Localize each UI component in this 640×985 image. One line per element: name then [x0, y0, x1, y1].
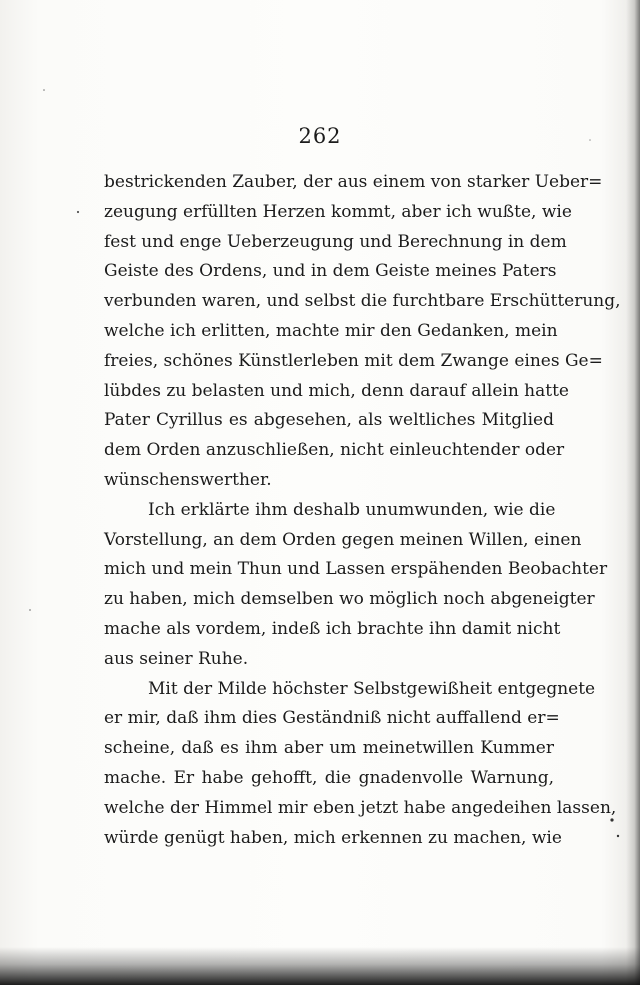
text-line: scheine, daß es ihm aber um meinetwillen Kummer [104, 738, 554, 759]
text-line: Pater Cyrillus es abgesehen, als weltliches Mitglied [104, 410, 554, 431]
body-text [104, 168, 621, 853]
text-line: freies, schönes Künstlerleben mit dem Zwange eines Ge= [104, 350, 603, 371]
text-line: würde genügt haben, mich erkennen zu machen, wie [104, 827, 562, 848]
text-line: bestrickenden Zauber, der aus einem von starker Ueber= [104, 172, 603, 192]
text-line: welche ich erlitten, machte mir den Gedanken, mein [104, 320, 558, 341]
text-line: welche der Himmel mir eben jetzt habe angedeihen lassen, [104, 797, 617, 818]
scan-bottom-shadow [0, 947, 640, 985]
text-line: mich und mein Thun und Lassen erspähenden Beobachter [104, 559, 608, 580]
text-line: aus seiner Ruhe. [104, 648, 249, 669]
paragraph-2 [104, 496, 608, 675]
text-line: mache. Er habe gehofft, die gnadenvolle Warnung, [104, 767, 554, 788]
text-line: Vorstellung, an dem Orden gegen meinen Willen, einen [104, 529, 582, 550]
text-line: zeugung erfüllten Herzen kommt, aber ich wußte, wie [104, 201, 572, 222]
text-line: lübdes zu belasten und mich, denn darauf allein hatte [104, 380, 569, 401]
text-line: dem Orden anzuschließen, nicht einleuchtender oder [104, 440, 565, 461]
text-line: verbunden waren, und selbst die furchtbare Erschütterung, [104, 291, 621, 312]
text-line: Geiste des Ordens, und in dem Geiste meines Paters [104, 261, 557, 282]
text-line: fest und enge Ueberzeugung und Berechnung in dem [104, 231, 567, 252]
page-edge-shadow [626, 0, 640, 985]
paragraph-1 [104, 168, 621, 496]
paragraph-3 [104, 675, 617, 854]
text-line: er mir, daß ihm dies Geständniß nicht auffallend er= [104, 708, 560, 729]
text-line: zu haben, mich demselben wo möglich noch abgeneigter [104, 589, 595, 610]
text-line: Mit der Milde höchster Selbstgewißheit entgegnete [148, 678, 596, 699]
text-line: mache als vordem, indeß ich brachte ihn damit nicht [104, 618, 561, 639]
text-line: Ich erklärte ihm deshalb unumwunden, wie die [148, 499, 556, 520]
text-line: wünschenswerther. [104, 469, 272, 490]
page-number: 262 [298, 124, 342, 148]
